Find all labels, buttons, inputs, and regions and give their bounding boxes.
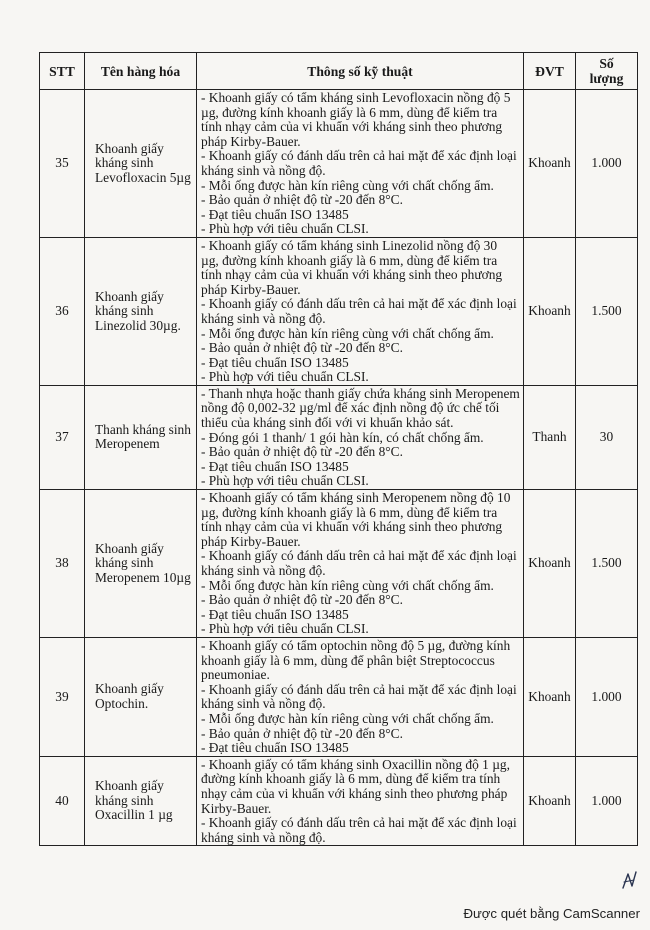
spec-line: - Khoanh giấy có tẩm kháng sinh Oxacillin nồng độ 1 µg, — [201, 756, 510, 772]
spec-line: - Thanh nhựa hoặc thanh giấy chứa kháng sinh Meropenem — [201, 385, 520, 401]
spec-line: tính nhạy cảm của vi khuẩn với kháng sinh theo phương — [201, 119, 503, 135]
table-row — [40, 237, 638, 385]
spec-line: - Bảo quản ở nhiệt độ từ -20 đến 8°C. — [201, 592, 403, 608]
spec-line: Kirby-Bauer. — [201, 800, 272, 816]
row-quantity: 1.500 — [576, 237, 638, 385]
row-spec — [197, 90, 524, 238]
spec-line: - Khoanh giấy có đánh dấu trên cả hai mặt để xác định loại — [201, 548, 517, 564]
spec-line: pháp Kirby-Bauer. — [201, 533, 301, 549]
row-item-name — [85, 385, 197, 489]
spec-line: khoanh giấy là 6 mm, dùng để phân biệt Streptococcus — [201, 652, 495, 668]
row-quantity: 1.000 — [576, 756, 638, 846]
spec-line: pneumoniae. — [201, 667, 270, 683]
table-row — [40, 90, 638, 238]
spec-line: µg, đường kính khoanh giấy là 6 mm, dùng để kiểm tra — [201, 252, 498, 268]
row-stt: 37 — [40, 385, 85, 489]
spec-line: - Đóng gói 1 thanh/ 1 gói hàn kín, có chất chống ẩm. — [201, 429, 484, 445]
row-stt: 38 — [40, 490, 85, 638]
spec-line: nồng độ 0,002-32 µg/ml để xác định nồng độ ức chế tối — [201, 400, 500, 416]
table-header-row — [40, 53, 638, 90]
row-unit: Khoanh — [524, 90, 576, 238]
spec-line: pháp Kirby-Bauer. — [201, 281, 301, 297]
spec-line: - Phù hợp với tiêu chuẩn CLSI. — [201, 621, 369, 637]
spec-line: - Bảo quản ở nhiệt độ từ -20 đến 8°C. — [201, 444, 403, 460]
item-name-line: Optochin. — [95, 695, 149, 711]
item-name-line: Thanh kháng sinh — [95, 421, 191, 437]
spec-line: - Bảo quản ở nhiệt độ từ -20 đến 8°C. — [201, 725, 403, 741]
row-stt: 36 — [40, 237, 85, 385]
footer-text: Được quét bằng CamScanner — [463, 906, 640, 921]
spec-line: - Mỗi ống được hàn kín riêng cùng với chất chống ẩm. — [201, 325, 494, 341]
spec-line: - Khoanh giấy có tẩm kháng sinh Linezolid nồng độ 30 — [201, 237, 498, 253]
spec-line: - Phù hợp với tiêu chuẩn CLSI. — [201, 369, 369, 385]
spec-line: - Khoanh giấy có đánh dấu trên cả hai mặt để xác định loại — [201, 148, 517, 164]
spec-line: pháp Kirby-Bauer. — [201, 133, 301, 149]
scanner-footer — [463, 906, 640, 921]
row-stt: 40 — [40, 756, 85, 846]
spec-line: - Khoanh giấy có tẩm kháng sinh Meropenem nồng độ 10 — [201, 490, 511, 506]
header-name: Tên hàng hóa — [85, 53, 197, 90]
header-stt: STT — [40, 53, 85, 90]
header-spec: Thông số kỹ thuật — [197, 53, 524, 90]
spec-line: - Đạt tiêu chuẩn ISO 13485 — [201, 606, 349, 622]
header-qty-line-2: lượng — [589, 71, 624, 86]
item-name-line: Linezolid 30µg. — [95, 317, 181, 333]
spec-line: - Đạt tiêu chuẩn ISO 13485 — [201, 354, 349, 370]
header-qty — [576, 53, 638, 90]
item-name-line: Levofloxacin 5µg — [95, 169, 191, 185]
spec-line: µg, đường kính khoanh giấy là 6 mm, dùng để kiểm tra — [201, 104, 498, 120]
item-name-line: Khoanh giấy — [95, 288, 164, 304]
item-name-line: Khoanh giấy — [95, 540, 164, 556]
item-name-line: Meropenem — [95, 436, 160, 452]
spec-line: thiểu của kháng sinh đối với vi khuẩn khảo sát. — [201, 415, 454, 431]
row-quantity: 1.000 — [576, 637, 638, 756]
spec-line: - Mỗi ống được hàn kín riêng cùng với chất chống ẩm. — [201, 577, 494, 593]
row-item-name — [85, 237, 197, 385]
row-spec — [197, 756, 524, 846]
spec-line: kháng sinh và nồng độ. — [201, 696, 326, 712]
row-item-name — [85, 637, 197, 756]
row-unit: Thanh — [524, 385, 576, 489]
spec-line: nhạy cảm của vi khuẩn với kháng sinh theo phương pháp — [201, 785, 508, 801]
row-stt: 35 — [40, 90, 85, 238]
spec-table-container — [39, 52, 637, 846]
row-spec — [197, 237, 524, 385]
table-row — [40, 385, 638, 489]
spec-line: - Phù hợp với tiêu chuẩn CLSI. — [201, 473, 369, 489]
spec-line: kháng sinh và nồng độ. — [201, 829, 326, 845]
spec-line: - Phù hợp với tiêu chuẩn CLSI. — [201, 221, 369, 237]
spec-line: đường kính khoanh giấy là 6 mm, dùng để kiểm tra tính — [201, 771, 501, 787]
table-body — [40, 90, 638, 846]
item-name-line: Khoanh giấy — [95, 778, 164, 794]
spec-line: - Khoanh giấy có đánh dấu trên cả hai mặt để xác định loại — [201, 681, 517, 697]
header-unit: ĐVT — [524, 53, 576, 90]
row-spec — [197, 385, 524, 489]
item-name-line: kháng sinh — [95, 303, 154, 319]
row-unit: Khoanh — [524, 490, 576, 638]
spec-line: - Mỗi ống được hàn kín riêng cùng với chất chống ẩm. — [201, 710, 494, 726]
spec-line: - Khoanh giấy có tẩm optochin nồng độ 5 µg, đường kính — [201, 637, 511, 653]
spec-line: µg, đường kính khoanh giấy là 6 mm, dùng để kiểm tra — [201, 504, 498, 520]
item-name-line: Khoanh giấy — [95, 681, 164, 697]
spec-line: - Khoanh giấy có tẩm kháng sinh Levofloxacin nồng độ 5 — [201, 90, 511, 105]
table-row — [40, 637, 638, 756]
spec-line: - Đạt tiêu chuẩn ISO 13485 — [201, 740, 349, 756]
row-spec — [197, 490, 524, 638]
row-unit: Khoanh — [524, 637, 576, 756]
row-spec — [197, 637, 524, 756]
spec-line: - Đạt tiêu chuẩn ISO 13485 — [201, 206, 349, 222]
spec-line: - Đạt tiêu chuẩn ISO 13485 — [201, 458, 349, 474]
spec-line: tính nhạy cảm của vi khuẩn với kháng sinh theo phương — [201, 267, 503, 283]
row-unit: Khoanh — [524, 756, 576, 846]
spec-line: kháng sinh và nồng độ. — [201, 310, 326, 326]
spec-line: tính nhạy cảm của vi khuẩn với kháng sinh theo phương — [201, 519, 503, 535]
row-item-name — [85, 490, 197, 638]
header-qty-line-1: Số — [599, 56, 614, 71]
item-name-line: Khoanh giấy — [95, 140, 164, 156]
row-item-name — [85, 756, 197, 846]
spec-line: - Mỗi ống được hàn kín riêng cùng với chất chống ẩm. — [201, 177, 494, 193]
spec-line: - Khoanh giấy có đánh dấu trên cả hai mặt để xác định loại — [201, 815, 517, 831]
item-name-line: Oxacillin 1 µg — [95, 807, 173, 823]
row-item-name — [85, 90, 197, 238]
table-row — [40, 490, 638, 638]
item-name-line: kháng sinh — [95, 555, 154, 571]
spec-line: - Bảo quản ở nhiệt độ từ -20 đến 8°C. — [201, 192, 403, 208]
item-name-line: kháng sinh — [95, 792, 154, 808]
row-unit: Khoanh — [524, 237, 576, 385]
spec-line: - Bảo quản ở nhiệt độ từ -20 đến 8°C. — [201, 340, 403, 356]
table-row — [40, 756, 638, 846]
item-name-line: kháng sinh — [95, 155, 154, 171]
item-name-line: Meropenem 10µg — [95, 569, 191, 585]
row-quantity: 1.500 — [576, 490, 638, 638]
row-quantity: 30 — [576, 385, 638, 489]
spec-line: - Khoanh giấy có đánh dấu trên cả hai mặt để xác định loại — [201, 296, 517, 312]
row-stt: 39 — [40, 637, 85, 756]
spec-table — [39, 52, 638, 846]
spec-line: kháng sinh và nồng độ. — [201, 162, 326, 178]
handwritten-initial-icon — [620, 868, 640, 892]
row-quantity: 1.000 — [576, 90, 638, 238]
spec-line: kháng sinh và nồng độ. — [201, 563, 326, 578]
